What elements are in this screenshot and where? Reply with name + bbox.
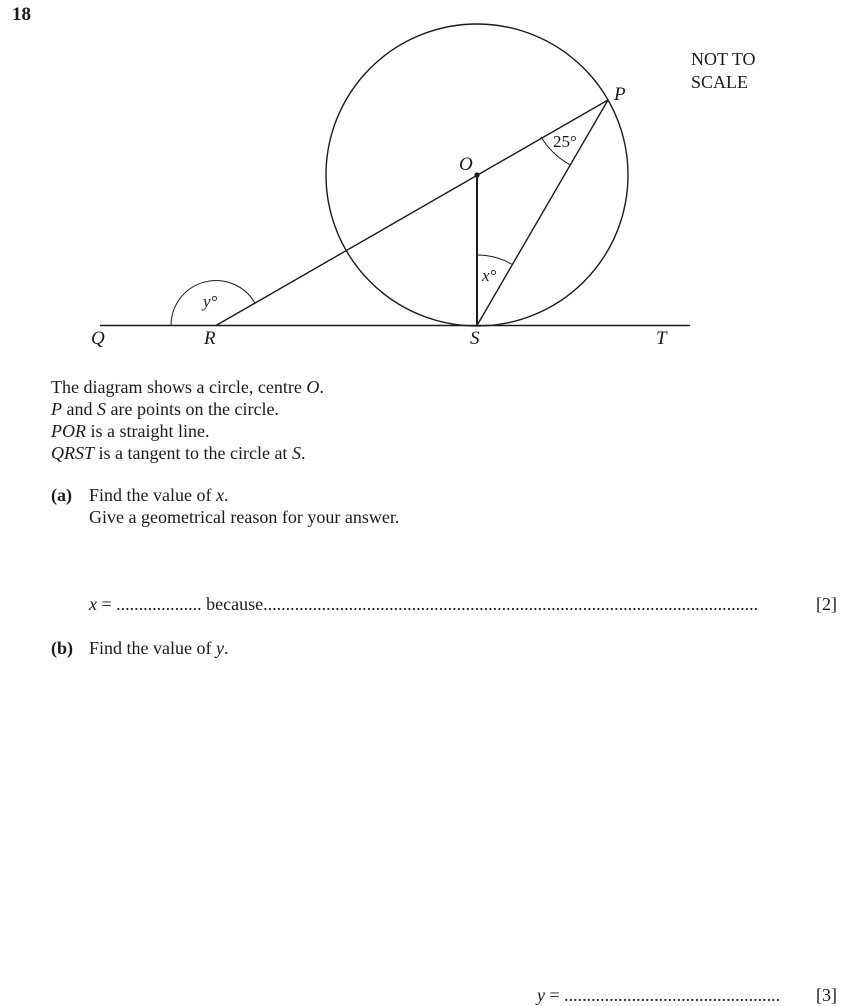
part-a-marks: [2] xyxy=(816,594,837,614)
question-number: 18 xyxy=(12,4,31,25)
not-to-scale-line-1: NOT TO xyxy=(691,49,756,69)
part-a-instruction: Give a geometrical reason for your answer. xyxy=(89,507,400,527)
question-stem xyxy=(51,376,324,464)
part-b-marks: [3] xyxy=(816,985,837,1005)
stem-line-4: QRST is a tangent to the circle at S. xyxy=(51,443,306,463)
stem-line-2: P and S are points on the circle. xyxy=(51,399,279,419)
angle-label-x: x° xyxy=(482,266,497,285)
angle-label-y: y° xyxy=(203,292,218,311)
line-por xyxy=(216,100,608,326)
stem-line-3: POR is a straight line. xyxy=(51,421,210,441)
chord-ps xyxy=(477,100,608,326)
circle-tangent-diagram xyxy=(0,0,853,360)
part-b-label: (b) xyxy=(51,638,73,658)
angle-label-25: 25° xyxy=(553,132,577,151)
part-b-answer-line[interactable]: y = ................................................ xyxy=(537,985,781,1005)
part-a-answer-line[interactable]: x = ................... because.............................................................................................................. xyxy=(89,594,759,614)
point-label-o: O xyxy=(459,154,473,175)
point-label-p: P xyxy=(614,84,626,105)
part-a-question: (a) Find the value of x. Give a geometrical reason for your answer. xyxy=(51,485,400,527)
part-a-label: (a) xyxy=(51,485,72,505)
centre-dot xyxy=(474,172,479,177)
point-label-q: Q xyxy=(91,328,105,349)
point-label-s: S xyxy=(470,328,480,349)
part-b-question: (b) Find the value of y. xyxy=(51,638,229,658)
stem-line-1: The diagram shows a circle, centre O. xyxy=(51,377,324,397)
point-label-t: T xyxy=(656,328,667,349)
angle-arc-x xyxy=(477,255,512,265)
not-to-scale-line-2: SCALE xyxy=(691,72,749,92)
point-label-r: R xyxy=(204,328,216,349)
